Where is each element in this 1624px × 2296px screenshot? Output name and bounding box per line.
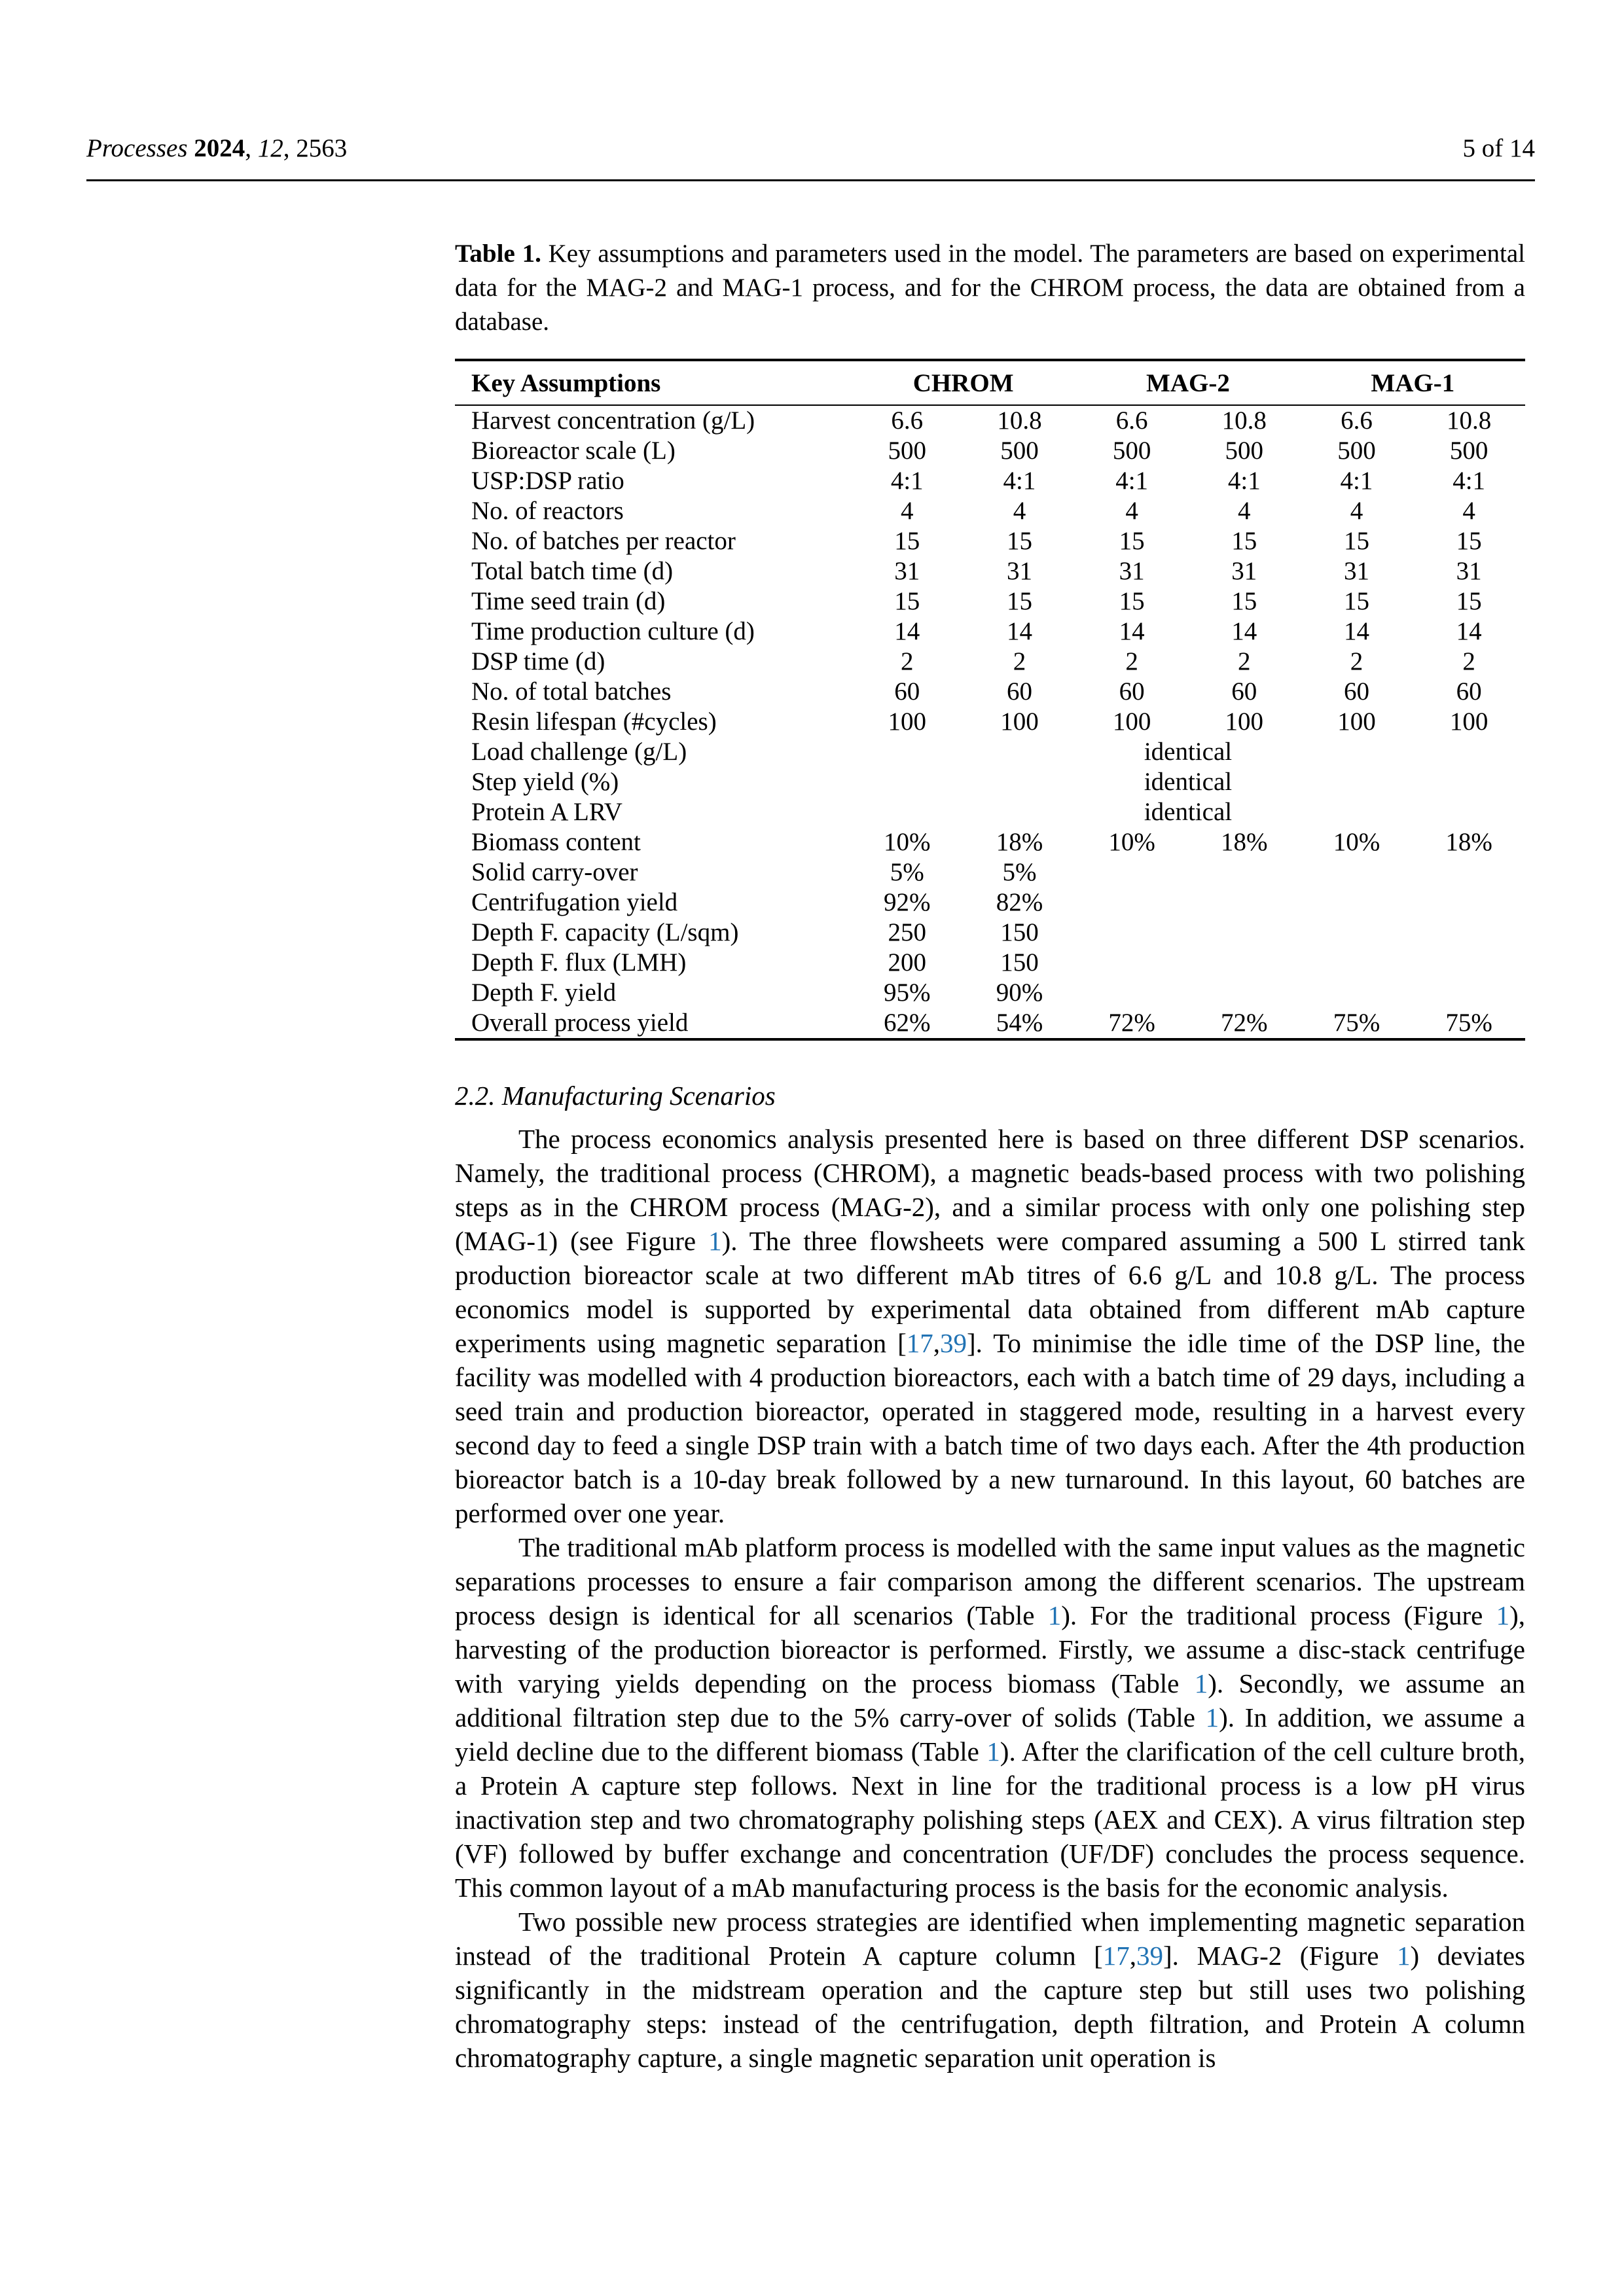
page-number: 5 of 14 (1462, 134, 1535, 162)
body-paragraph (455, 1122, 1525, 1530)
table-cell: 15 (1343, 587, 1369, 615)
table-cell (1301, 857, 1413, 888)
journal-year: 2024 (194, 134, 245, 162)
table-cell: 75% (1333, 1009, 1380, 1037)
text-segment: ), harvesting of the production bioreactor is performed. Firstly, we assume a disc-stack centrifuge with varying yields depending on the process biomass (Table (455, 1600, 1525, 1698)
row-label: Total batch time (d) (471, 557, 674, 585)
ref-link[interactable]: 17 (1102, 1941, 1130, 1971)
table-cell (964, 767, 1076, 797)
table-cell: 10% (1108, 828, 1155, 856)
table-cell: 4 (1125, 497, 1138, 525)
table-cell (1188, 918, 1301, 948)
table-cell: 18% (1221, 828, 1268, 856)
table-caption-text: Key assumptions and parameters used in the model. The parameters are based on experimental data for the MAG-2 and MAG-1 process, and for the CHROM process, the data are obtained from a database. (455, 240, 1525, 336)
body-paragraph (455, 1530, 1525, 1905)
row-label: Time production culture (d) (471, 617, 755, 645)
table-cell: 15 (1231, 587, 1257, 615)
table-cell: 6.6 (891, 406, 924, 435)
content-column (455, 237, 1525, 2075)
journal-name: Processes (86, 134, 188, 162)
table-cell: 10% (1333, 828, 1380, 856)
table-cell (1075, 948, 1188, 978)
table-cell: 150 (1000, 948, 1039, 977)
table-cell (1301, 737, 1413, 767)
table-cell: 100 (1337, 708, 1376, 736)
table-cell: 31 (1231, 557, 1257, 585)
table-cell: 72% (1221, 1009, 1268, 1037)
text-segment: The traditional mAb platform process is modelled with the same input values as the magnetic separations processes to ensure a fair comparison among the different scenarios. The upstream process design is identical for all scenarios (Table (455, 1532, 1525, 1630)
table-cell (1188, 857, 1301, 888)
table-row (455, 948, 1525, 978)
text-segment: ) deviates significantly in the midstream operation and the capture step but still uses two polishing chromatography steps: instead of the centrifugation, depth filtration, and Protein A column chromatography capture, a single magnetic separation unit operation is (455, 1941, 1525, 2073)
table-cell: 31 (1006, 557, 1032, 585)
table-cell: 500 (1449, 437, 1489, 465)
table-cell: 60 (1456, 677, 1482, 706)
table-cell (1301, 797, 1413, 827)
ref-link[interactable]: 1 (1194, 1668, 1208, 1698)
body-paragraph (455, 1905, 1525, 2075)
table-cell (1413, 797, 1525, 827)
table-cell: 14 (1456, 617, 1482, 645)
running-header (86, 133, 1535, 164)
table-cell (1301, 918, 1413, 948)
table-cell (1413, 918, 1525, 948)
table-header-row (455, 360, 1525, 405)
header-rule (86, 179, 1535, 181)
table-cell: 250 (888, 918, 927, 946)
table-cell: 95% (884, 978, 931, 1007)
table-row (455, 978, 1525, 1008)
table-row (455, 888, 1525, 918)
table-cell: 10.8 (1221, 406, 1267, 435)
text-segment: , (1129, 1941, 1137, 1971)
table-cell (1075, 978, 1188, 1008)
table-row (455, 405, 1525, 436)
table-cell: 60 (1006, 677, 1032, 706)
text-segment: , (933, 1328, 941, 1358)
table-cell: 500 (1225, 437, 1264, 465)
row-label: Centrifugation yield (471, 888, 678, 916)
table-cell: 60 (1343, 677, 1369, 706)
table-cell: 5% (890, 858, 924, 886)
identical-cell: identical (1144, 738, 1233, 766)
citation-separator: , (245, 134, 258, 162)
table-cell: 2 (1350, 647, 1363, 675)
row-label: No. of total batches (471, 677, 672, 706)
table-cell: 10.8 (997, 406, 1042, 435)
table-cell: 72% (1108, 1009, 1155, 1037)
table-cell: 4:1 (1115, 467, 1149, 495)
row-label: Bioreactor scale (L) (471, 437, 676, 465)
journal-citation (86, 133, 347, 164)
citation-separator (188, 134, 194, 162)
row-label: Biomass content (471, 828, 641, 856)
table-row (455, 827, 1525, 857)
table-cell: 90% (996, 978, 1043, 1007)
table-caption-label: Table 1. (455, 240, 541, 268)
table-row (455, 466, 1525, 496)
table-cell: 4:1 (890, 467, 924, 495)
table-cell: 4 (1238, 497, 1251, 525)
table-cell: 75% (1445, 1009, 1492, 1037)
table-cell: 14 (1231, 617, 1257, 645)
table-row (455, 918, 1525, 948)
table-cell (1413, 978, 1525, 1008)
table-cell: 500 (888, 437, 927, 465)
table-cell: 100 (1000, 708, 1039, 736)
table-cell: 15 (1231, 527, 1257, 555)
assumptions-table (455, 359, 1525, 1041)
ref-link[interactable]: 1 (1205, 1702, 1219, 1732)
ref-link[interactable]: 1 (986, 1736, 1000, 1767)
text-segment: ). After the clarification of the cell culture broth, a Protein A capture step follows. Next in line for the traditional process is a low pH virus inactivation step and two chromatography polishing steps (AEX and CEX). A virus filtration step (VF) followed by buffer exchange and concentration (UF/DF) concludes the process sequence. This common layout of a mAb manufacturing process is the basis for the economic analysis. (455, 1736, 1525, 1903)
table-cell: 15 (1343, 527, 1369, 555)
table-cell (1413, 888, 1525, 918)
ref-link[interactable]: 1 (1496, 1600, 1510, 1630)
table-cell: 500 (1000, 437, 1039, 465)
table-cell: 31 (1343, 557, 1369, 585)
table-cell: 15 (1119, 527, 1145, 555)
table-cell: 100 (888, 708, 927, 736)
table-cell: 18% (996, 828, 1043, 856)
row-label: Load challenge (g/L) (471, 738, 687, 766)
row-label: Depth F. yield (471, 978, 617, 1007)
text-segment: ). For the traditional process (Figure (1061, 1600, 1496, 1630)
table-cell: 15 (1119, 587, 1145, 615)
table-cell (1413, 948, 1525, 978)
table-cell: 500 (1337, 437, 1376, 465)
table-cell (1075, 857, 1188, 888)
journal-volume: 12 (257, 134, 283, 162)
table-cell: 10.8 (1447, 406, 1492, 435)
table-cell: 60 (894, 677, 920, 706)
table-cell: 14 (1119, 617, 1145, 645)
table-row (455, 526, 1525, 556)
row-label: Resin lifespan (#cycles) (471, 708, 717, 736)
table-cell: 4:1 (1003, 467, 1036, 495)
row-label: No. of reactors (471, 497, 624, 525)
group-header-chrom: CHROM (851, 360, 1075, 405)
ref-link[interactable]: 1 (708, 1226, 722, 1256)
table-cell: 14 (1343, 617, 1369, 645)
table-cell (851, 767, 964, 797)
table-row (455, 767, 1525, 797)
table-cell: 4:1 (1453, 467, 1486, 495)
table-cell: 100 (1449, 708, 1489, 736)
row-label: Depth F. capacity (L/sqm) (471, 918, 739, 946)
table-cell: 2 (1462, 647, 1475, 675)
text-segment: Two possible new process strategies are identified when implementing magnetic separation instead of the traditional Protein A capture column [ (455, 1907, 1525, 1971)
table-cell: 31 (894, 557, 920, 585)
row-label: Overall process yield (471, 1009, 689, 1037)
section-heading: 2.2. Manufacturing Scenarios (455, 1081, 776, 1111)
table-cell (964, 797, 1076, 827)
table-cell: 15 (894, 527, 920, 555)
ref-link[interactable]: 39 (1136, 1941, 1164, 1971)
text-segment: ). The three flowsheets were compared assuming a 500 L stirred tank production bioreactor scale at two different mAb titres of 6.6 g/L and 10.8 g/L. The process economics model is supported by experimental data obtained from different mAb capture experiments using magnetic separation [ (455, 1226, 1526, 1358)
table-cell: 4 (901, 497, 914, 525)
ref-link[interactable]: 39 (940, 1328, 967, 1358)
table-cell: 150 (1000, 918, 1039, 946)
table-cell: 92% (884, 888, 931, 916)
table-cell: 15 (894, 587, 920, 615)
table-cell: 4:1 (1227, 467, 1261, 495)
table-cell (851, 737, 964, 767)
table-cell: 15 (1456, 587, 1482, 615)
group-header-mag2: MAG-2 (1075, 360, 1300, 405)
table-cell: 4 (1013, 497, 1026, 525)
table-cell: 2 (1013, 647, 1026, 675)
table-cell: 15 (1006, 587, 1032, 615)
table-row (455, 617, 1525, 647)
table-cell: 15 (1006, 527, 1032, 555)
ref-link[interactable]: 1 (1397, 1941, 1411, 1971)
table-cell: 100 (1112, 708, 1151, 736)
table-row (455, 586, 1525, 617)
table-cell (1301, 978, 1413, 1008)
table-row (455, 556, 1525, 586)
table-cell (1413, 767, 1525, 797)
text-segment: ). Secondly, we assume an additional filtration step due to the 5% carry-over of solids (Table (455, 1668, 1525, 1732)
table-row (455, 677, 1525, 707)
table-row (455, 737, 1525, 767)
row-label: Time seed train (d) (471, 587, 666, 615)
table-cell: 18% (1445, 828, 1492, 856)
table-cell: 2 (901, 647, 914, 675)
row-label: DSP time (d) (471, 647, 605, 675)
table-cell (1301, 948, 1413, 978)
table-cell (851, 797, 964, 827)
table-cell (1075, 888, 1188, 918)
identical-cell: identical (1144, 768, 1233, 796)
ref-link[interactable]: 17 (906, 1328, 933, 1358)
table-cell: 10% (884, 828, 931, 856)
group-header-mag1: MAG-1 (1301, 360, 1525, 405)
table-caption (455, 237, 1525, 339)
table-cell: 2 (1238, 647, 1251, 675)
table-cell: 6.6 (1341, 406, 1373, 435)
row-label: No. of batches per reactor (471, 527, 736, 555)
table-cell (1188, 948, 1301, 978)
table-cell (1301, 888, 1413, 918)
table-cell: 31 (1119, 557, 1145, 585)
text-segment: The process economics analysis presented here is based on three different DSP scenarios. Namely, the traditional process (CHROM), a magnetic beads-based process with two polishing steps as in the CHROM process (MAG-2), and a similar process with only one polishing step (MAG-1) (see Figure (455, 1124, 1525, 1256)
table-cell: 500 (1112, 437, 1151, 465)
table-cell: 14 (1006, 617, 1032, 645)
column-header-key-assumptions: Key Assumptions (455, 360, 851, 405)
table-cell: 200 (888, 948, 927, 977)
ref-link[interactable]: 1 (1047, 1600, 1062, 1630)
text-segment: ). In addition, we assume a yield decline due to the different biomass (Table (455, 1702, 1525, 1767)
table-row (455, 707, 1525, 737)
table-cell: 60 (1119, 677, 1145, 706)
table-cell: 2 (1125, 647, 1138, 675)
table-cell: 4 (1350, 497, 1363, 525)
citation-separator: , (283, 134, 297, 162)
table-row (455, 857, 1525, 888)
table-cell: 15 (1456, 527, 1482, 555)
table-cell (1075, 918, 1188, 948)
row-label: Protein A LRV (471, 798, 623, 826)
table-body (455, 405, 1525, 1039)
table-cell (964, 737, 1076, 767)
table-cell: 4:1 (1340, 467, 1373, 495)
row-label: Harvest concentration (g/L) (471, 406, 755, 435)
table-cell (1301, 767, 1413, 797)
table-cell (1188, 978, 1301, 1008)
table-row (455, 1008, 1525, 1039)
row-label: Depth F. flux (LMH) (471, 948, 687, 977)
table-cell: 60 (1231, 677, 1257, 706)
section-body (455, 1122, 1525, 2075)
row-label: Step yield (%) (471, 768, 619, 796)
table-cell: 4 (1462, 497, 1475, 525)
article-number: 2563 (296, 134, 348, 162)
table-cell: 54% (996, 1009, 1043, 1037)
row-label: USP:DSP ratio (471, 467, 624, 495)
table-row (455, 496, 1525, 526)
table-cell: 5% (1002, 858, 1037, 886)
row-label: Solid carry-over (471, 858, 638, 886)
text-segment: ]. To minimise the idle time of the DSP line, the facility was modelled with 4 production bioreactors, each with a batch time of 29 days, including a seed train and production bioreactor, operated in staggered mode, resulting in a harvest every second day to feed a single DSP train with a batch time of two days each. After the 4th production bioreactor batch is a 10-day break followed by a new turnaround. In this layout, 60 batches are performed over one year. (455, 1328, 1525, 1528)
table-cell: 100 (1225, 708, 1264, 736)
table-row (455, 647, 1525, 677)
table-row (455, 436, 1525, 466)
table-cell (1188, 888, 1301, 918)
table-cell (1413, 737, 1525, 767)
table-cell (1413, 857, 1525, 888)
table-cell: 62% (884, 1009, 931, 1037)
table-cell: 82% (996, 888, 1043, 916)
text-segment: ]. MAG-2 (Figure (1163, 1941, 1397, 1971)
table-cell: 6.6 (1115, 406, 1148, 435)
table-cell: 14 (894, 617, 920, 645)
identical-cell: identical (1144, 798, 1233, 826)
table-cell: 31 (1456, 557, 1482, 585)
table-row (455, 797, 1525, 827)
